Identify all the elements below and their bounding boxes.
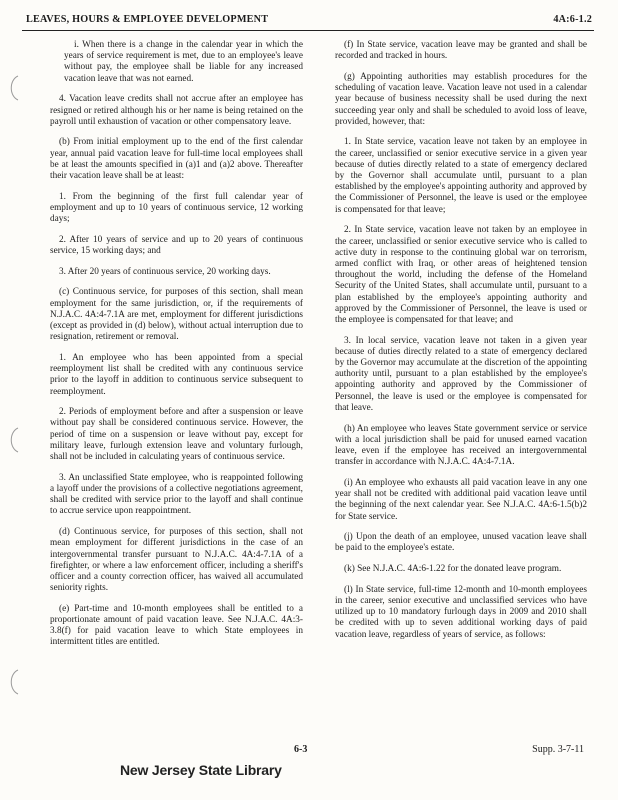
paragraph: (k) See N.J.A.C. 4A:6-1.22 for the donated leave program. [344,564,562,575]
running-header [22,12,594,31]
paragraph: (g) Appointing authorities may establish procedures for the scheduling of vacation leave. Vacation leave not used in a calendar year because of business necessity shall be used during the next succeeding year only and shall be scheduled to avoid loss of leave, provided, however, that: [335,71,587,127]
binder-hole-mark [6,668,22,696]
paragraph: (i) An employee who exhausts all paid vacation leave in any one year shall not be credited with additional paid vacation leave until the beginning of the next calendar year. See N.J.A.C. 4A:6-1.5(b)2 for State service. [335,477,587,522]
right-column [335,40,587,650]
section-code: 4A:6-1.2 [553,14,592,25]
paragraph: 4. Vacation leave credits shall not accrue after an employee has resigned or retired although his or her name is being retained on the payroll until exhaustion of vacation or other compensatory leave. [50,94,303,127]
paragraph: 2. After 10 years of service and up to 20 years of continuous service, 15 working days; and [50,234,303,257]
paragraph: (f) In State service, vacation leave may be granted and shall be recorded and tracked in hours. [335,40,587,62]
paragraph: (l) In State service, full-time 12-month and 10-month employees in the career, senior executive and unclassified services who have utilized up to 10 mandatory furlough days in 2009 and 2010 shall be credited with up to seven additional working days of paid vacation leave, regardless of years of service, as follows: [335,584,587,640]
paragraph: 3. An unclassified State employee, who is reappointed following a layoff under the provisions of a collective negotiations agreement, shall be credited with service prior to the layoff and shall continue to accrue service upon reappointment. [50,472,303,517]
binder-hole-mark [6,426,22,454]
paragraph: 2. In State service, vacation leave not taken by an employee in the career, unclassified or senior executive service who is called to active duty in response to the continuing global war on terrorism, armed conflict with Iraq, or other areas of heightened tension throughout the world, including the defense of the Homeland Security of the United States, shall accumulate until, pursuant to a plan established by the employee's appointing authority and approved by the Commissioner of Personnel, the leave is used or the employee is compensated for that leave; and [335,225,587,325]
paragraph: (c) Continuous service, for purposes of this section, shall mean employment for the same jurisdiction, or, if the requirements of N.J.A.C. 4A:4-7.1A are met, employment for different jurisdictions (except as provided in (d) below), without actual interruption due to resignation, retirement or removal. [50,287,303,343]
paragraph: (d) Continuous service, for purposes of this section, shall not mean employment for different jurisdictions in the case of an intergovernmental transfer pursuant to N.J.A.C. 4A:4-7.1A of a firefighter, or where a law enforcement officer, including a sheriff's officer and a county correction officer, has waived all accumulated seniority rights. [50,527,303,594]
paragraph: 2. Periods of employment before and after a suspension or leave without pay shall be considered continuous service. However, the period of time on a suspension or leave without pay, except for military leave, furlough extension leave and voluntary furlough, shall not be included in calculating years of continuous service. [50,407,303,463]
paragraph: (h) An employee who leaves State government service or service with a local jurisdiction shall be paid for unused earned vacation leave, even if the employee has received an intergovernmental transfer in accordance with N.J.A.C. 4A:4-7.1A. [335,423,587,468]
paragraph: i. When there is a change in the calendar year in which the years of service requirement is met, due to an employee's leave without pay, the employee shall be liable for any increased vacation leave that was not earned. [64,40,303,84]
paragraph: (e) Part-time and 10-month employees shall be entitled to a proportionate amount of paid vacation leave. See N.J.A.C. 4A:3-3.8(f) for paid vacation leave to which State employees in intermittent titles are entitled. [50,603,303,648]
paragraph: 1. From the beginning of the first full calendar year of employment and up to 10 years of continuous service, 12 working days; [50,191,303,225]
library-stamp: New Jersey State Library [120,762,282,778]
page-number: 6-3 [294,744,308,755]
paragraph: 1. In State service, vacation leave not taken by an employee in the career, unclassified or senior executive service in a given year because of duties directly related to a state of emergency declared by the Governor shall accumulate until, pursuant to a plan established by the employee's appointing authority and approved by the Commissioner of Personnel, the leave is used or the employee is compensated for that leave; [335,137,587,215]
paragraph: (j) Upon the death of an employee, unused vacation leave shall be paid to the employee's estate. [335,532,587,554]
paragraph: 3. In local service, vacation leave not taken in a given year because of duties directly related to a state of emergency declared by the Governor may accumulate at the discretion of the appointing authority until, pursuant to a plan established by the employee's appointing authority and approved by the Commissioner of Personnel, the leave is used or the employee is compensated for that leave. [335,335,587,413]
paragraph: (b) From initial employment up to the end of the first calendar year, annual paid vacation leave for full-time local employees shall be at least the amounts specified in (a)1 and (a)2 above. Thereafter their vacation leave shall be at least: [50,137,303,182]
chapter-title: LEAVES, HOURS & EMPLOYEE DEVELOPMENT [26,14,269,25]
paragraph: 3. After 20 years of continuous service, 20 working days. [59,266,271,277]
supplement-date: Supp. 3-7-11 [532,744,584,755]
binder-hole-mark [6,74,22,102]
paragraph: 1. An employee who has been appointed from a special reemployment list shall be credited with any continuous service prior to the layoff in addition to continuous service subsequent to reemployment. [50,352,303,397]
page-footer [0,744,618,758]
left-column [50,40,303,658]
